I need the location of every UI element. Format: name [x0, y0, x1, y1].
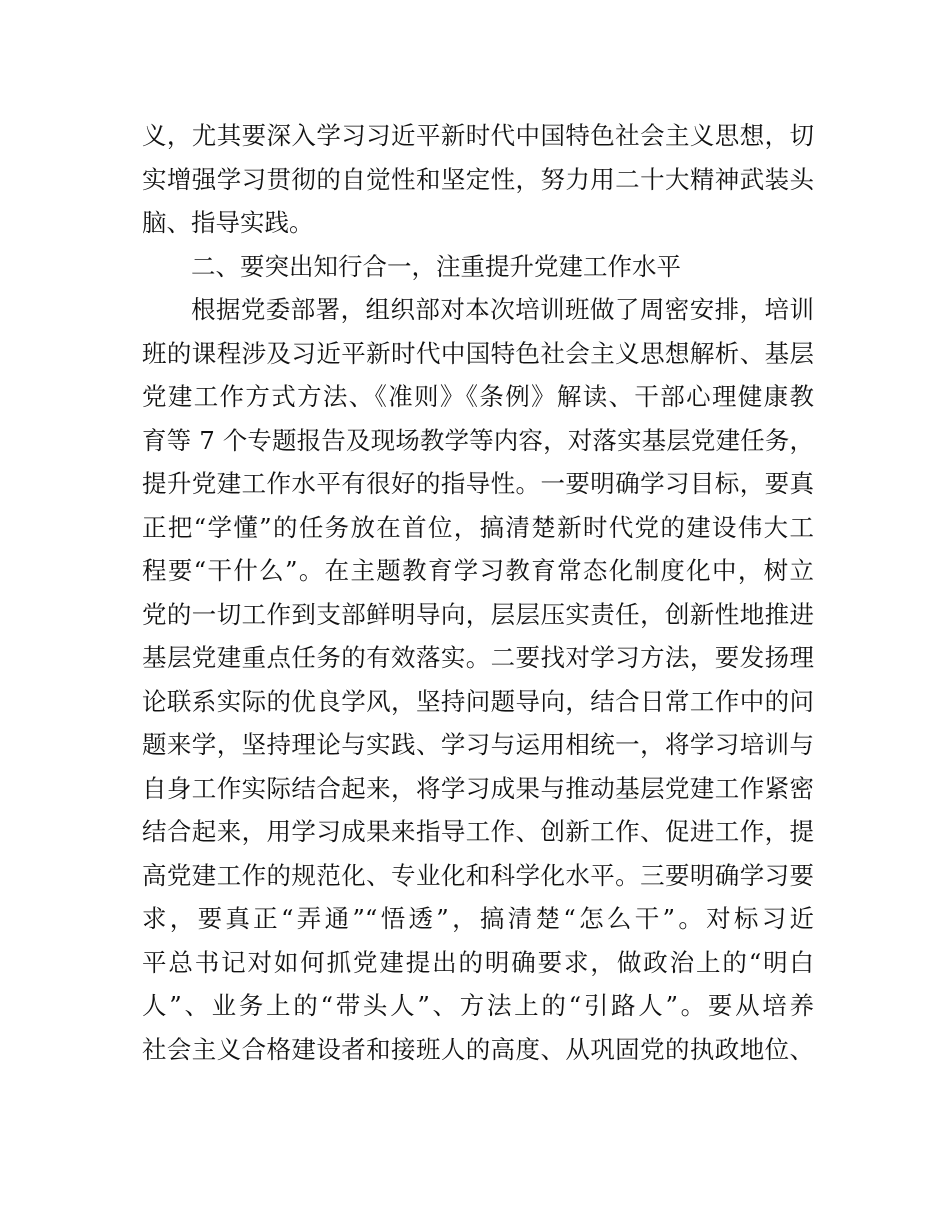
paragraph-line: 班的课程涉及习近平新时代中国特色社会主义思想解析、基层: [142, 338, 814, 368]
paragraph-first-line: 根据党委部署，组织部对本次培训班做了周密安排，培训: [191, 295, 814, 324]
paragraph-line: 程要“干什么”。在主题教育学习教育常态化制度化中，树立: [142, 556, 814, 585]
paragraph-line: 结合起来，用学习成果来指导工作、创新工作、促进工作，提: [142, 817, 814, 846]
document-body: [142, 114, 814, 1071]
paragraph-line: 正把“学懂”的任务放在首位，搞清楚新时代党的建设伟大工: [142, 512, 814, 542]
paragraph-line: 党的一切工作到支部鲜明导向，层层压实责任，创新性地推进: [142, 599, 814, 629]
paragraph-line: 高党建工作的规范化、专业化和科学化水平。三要明确学习要: [142, 860, 814, 890]
paragraph-line: 平总书记对如何抓党建提出的明确要求，做政治上的“明白: [142, 947, 814, 977]
paragraph-line: 义，尤其要深入学习习近平新时代中国特色社会主义思想，切: [142, 121, 814, 150]
paragraph-line-end: 脑、指导实践。: [142, 208, 314, 237]
paragraph-line: 提升党建工作水平有很好的指导性。一要明确学习目标，要真: [142, 469, 814, 498]
paragraph-line: 人”、业务上的“带头人”、方法上的“引路人”。要从培养: [142, 991, 814, 1020]
section-heading: 二、要突出知行合一，注重提升党建工作水平: [191, 251, 681, 281]
paragraph-line: 社会主义合格建设者和接班人的高度、从巩固党的执政地位、: [142, 1034, 814, 1064]
paragraph-line: 求，要真正“弄通”“悟透”，搞清楚“怎么干”。对标习近: [142, 904, 814, 933]
paragraph-line: 自身工作实际结合起来，将学习成果与推动基层党建工作紧密: [142, 773, 814, 803]
paragraph-line: 育等 7 个专题报告及现场教学等内容，对落实基层党建任务，: [142, 425, 814, 455]
paragraph-line: 题来学，坚持理论与实践、学习与运用相统一，将学习培训与: [142, 730, 814, 759]
paragraph-line: 论联系实际的优良学风，坚持问题导向，结合日常工作中的问: [142, 686, 814, 716]
paragraph-line: 基层党建重点任务的有效落实。二要找对学习方法，要发扬理: [142, 643, 814, 672]
paragraph-line: 实增强学习贯彻的自觉性和坚定性，努力用二十大精神武装头: [142, 164, 814, 194]
paragraph-line: 党建工作方式方法、《准则》《条例》解读、干部心理健康教: [142, 382, 814, 411]
